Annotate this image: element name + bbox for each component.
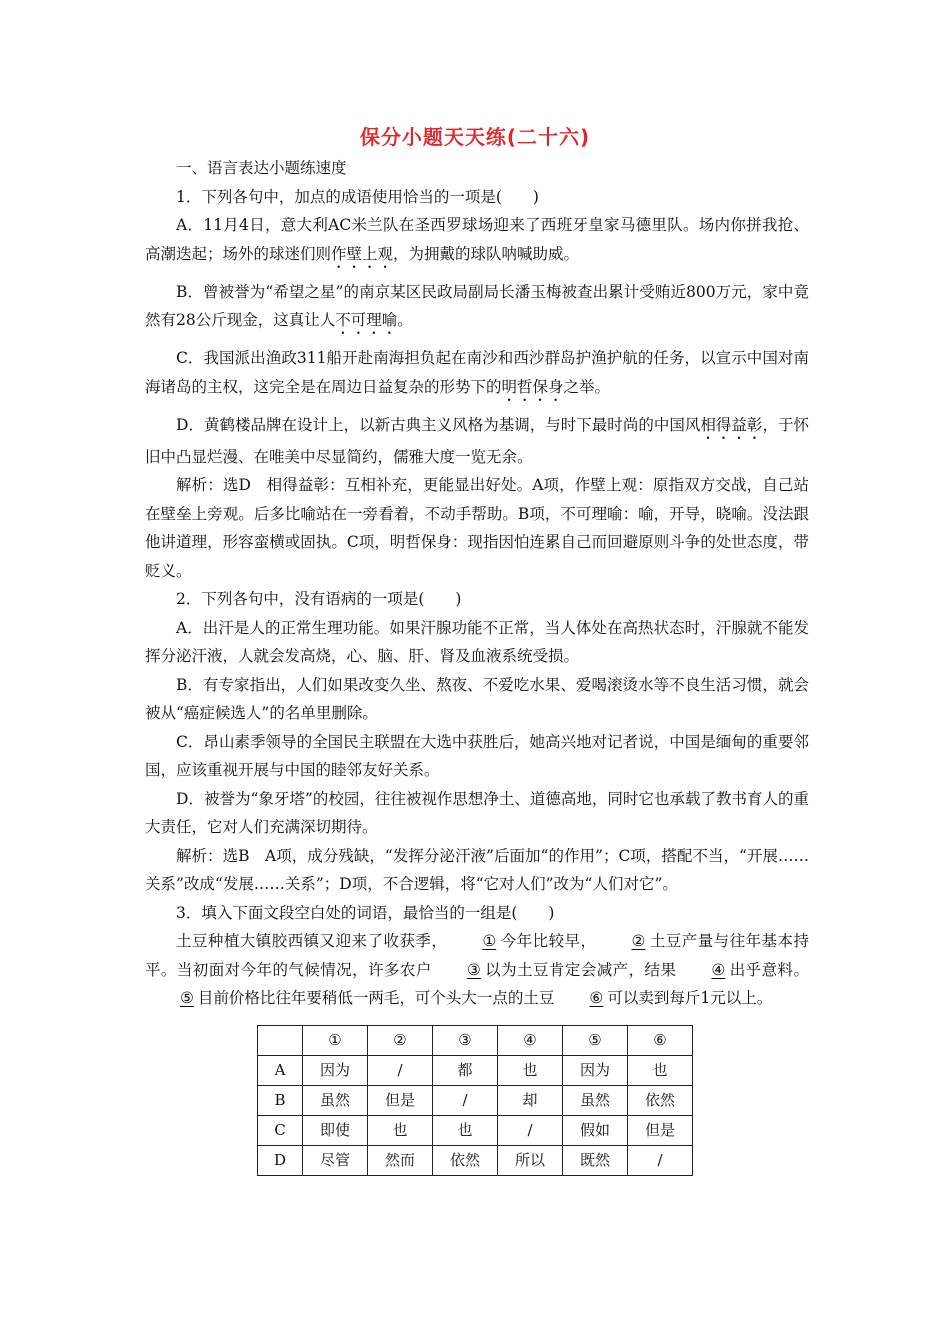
option-text: 之举。 [563,377,611,396]
option-text: C．我国派出渔政311船开赴南海担负起在南沙和西沙群岛护渔护航的任务，以宣示中国对南海诸岛的主权，这完全是在周边日益复杂的形势下的 [145,349,809,396]
table-cell: 因为 [303,1055,368,1085]
passage-text: 出乎意料。 [729,960,809,979]
question-1-option-a [145,211,809,272]
table-cell: 尽管 [303,1145,368,1175]
table-cell: A [258,1055,303,1085]
question-2-option-a: A．出汗是人的正常生理功能。如果汗腺功能不正常，当人体处在高热状态时，汗腺就不能发挥分泌汗液，人就会发高烧，心、脑、肝、肾及血液系统受损。 [145,618,809,665]
question-3-stem: 3．填入下面文段空白处的词语，最恰当的一组是( ) [176,903,555,922]
table-cell: 既然 [563,1145,628,1175]
option-text: D．黄鹤楼品牌在设计上，以新古典主义风格为基调，与时下最时尚的中国风 [176,415,701,434]
table-row [258,1145,693,1175]
blank-6: ⑥ [589,989,604,1007]
dotted-idiom: 明哲保身 [501,377,564,396]
question-2-option-c: C．昂山素季领导的全国民主联盟在大选中获胜后，她高兴地对记者说，中国是缅甸的重要邻国，应该重视开展与中国的睦邻友好关系。 [145,732,809,779]
table-row [258,1055,693,1085]
passage-text: 目前价格比往年要稍低一两毛，可个头大一点的土豆 [197,989,555,1007]
table-cell: 依然 [433,1145,498,1175]
table-cell: 即使 [303,1115,368,1145]
blank-5: ⑤ [180,989,194,1007]
table-header-row [258,1025,693,1055]
table-cell: 也 [498,1055,563,1085]
table-cell: 却 [498,1085,563,1115]
question-3-passage [145,927,809,1013]
option-text: ，于怀旧中凸显烂漫、在唯美中尽显简约，儒雅大度一览无余。 [145,415,809,466]
page-title: 保分小题天天练(二十六) [359,125,591,149]
table-cell: 依然 [628,1085,693,1115]
blank-3: ③ [466,960,481,979]
question-2-option-b: B．有专家指出，人们如果改变久坐、熬夜、不爱吃水果、爱喝滚烫水等不良生活习惯，就会被从“癌症候选人”的名单里删除。 [145,675,809,722]
blank-4: ④ [711,960,726,979]
option-text: ，为拥戴的球队呐喊助威。 [393,244,580,263]
table-cell: / [498,1115,563,1145]
table-cell: ④ [498,1025,563,1055]
blank-1: ① [482,932,497,950]
table-cell: 也 [628,1055,693,1085]
table-cell: 假如 [563,1115,628,1145]
question-1-stem: 1．下列各句中，加点的成语使用恰当的一项是( ) [176,187,539,206]
table-cell: 但是 [368,1085,433,1115]
option-text: 。 [397,311,413,329]
option-text: B．曾被誉为“希望之星”的南京某区民政局副局长潘玉梅被查出累计受贿近800万元，家中竟然有28公斤现金，这真让人 [145,282,809,329]
dotted-idiom: 相得益彰 [700,415,763,434]
table-cell: ⑥ [628,1025,693,1055]
table-cell: 虽然 [303,1085,368,1115]
table-cell: ③ [433,1025,498,1055]
options-table [257,1025,693,1176]
question-1-option-d [145,411,809,472]
table-cell: 然而 [368,1145,433,1175]
table-cell: / [368,1055,433,1085]
table-cell: ② [368,1025,433,1055]
question-1-analysis: 解析：选D 相得益彰：互相补充，更能显出好处。A项，作壁上观：原指双方交战，自己站在壁垒上旁观。后多比喻站在一旁看着，不动手帮助。B项，不可理喻：喻，开导，晓喻。没法跟他讲道理，形容蛮横或固执。C项，明哲保身：现指因怕连累自己而回避原则斗争的处世态度，带贬义。 [145,476,809,580]
question-1-option-c [145,344,809,405]
table-cell: 也 [368,1115,433,1145]
table-cell: ① [303,1025,368,1055]
table-cell: 因为 [563,1055,628,1085]
table-cell: D [258,1145,303,1175]
table-cell [258,1025,303,1055]
passage-text: 以为土豆肯定会减产，结果 [484,960,677,979]
table-cell: / [433,1085,498,1115]
dotted-idiom: 不可理喻 [335,311,398,329]
section-heading: 一、语言表达小题练速度 [176,159,347,177]
table-cell: ⑤ [563,1025,628,1055]
table-row [258,1115,693,1145]
blank-2: ② [631,932,646,950]
table-cell: / [628,1145,693,1175]
table-cell: 虽然 [563,1085,628,1115]
table-cell: 但是 [628,1115,693,1145]
passage-text: 土豆产量与往年基本持平。当初面对今年的气候情况，许多农户 [145,932,809,979]
passage-text: 土豆种植大镇胶西镇又迎来了收获季， [176,932,448,950]
table-cell: B [258,1085,303,1115]
question-2-option-d: D．被誉为“象牙塔”的校园，往往被视作思想净土、道德高地，同时它也承载了教书育人的重大责任，它对人们充满深切期待。 [145,789,809,836]
question-2-stem: 2．下列各句中，没有语病的一项是( ) [176,590,462,608]
passage-text: 今年比较早， [500,932,597,950]
question-2-analysis: 解析：选B A项，成分残缺，“发挥分泌汗液”后面加“的作用”；C项，搭配不当，“开展……关系”改成“发展……关系”；D项，不合逻辑，将“它对人们”改为“人们对它”。 [145,846,809,893]
document-body [145,154,809,1176]
table-cell: 也 [433,1115,498,1145]
table-cell: C [258,1115,303,1145]
table-row [258,1085,693,1115]
dotted-idiom: 作壁上观 [331,244,394,263]
table-cell: 所以 [498,1145,563,1175]
question-1-option-b [145,278,809,339]
option-text: A．11月4日，意大利AC米兰队在圣西罗球场迎来了西班牙皇家马德里队。场内你拼我抢、高潮迭起；场外的球迷们则 [145,216,809,263]
passage-text: 可以卖到每斤1元以上。 [607,989,773,1007]
table-cell: 都 [433,1055,498,1085]
